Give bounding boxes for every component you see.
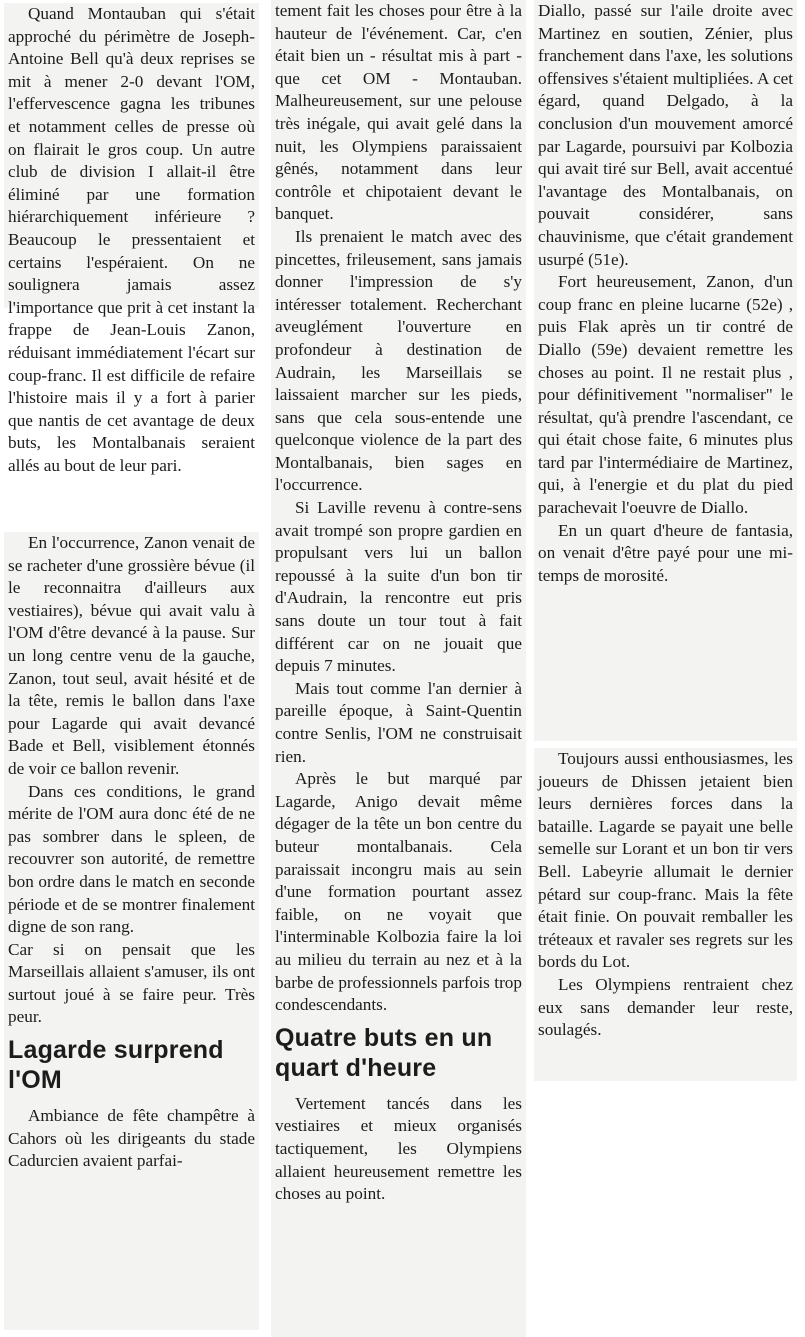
col2-paragraph-2: Ils prenaient le match avec des pincettes, frileusement, sans jamais donner l'impression de s'y intéresser totalement. Recherchant aveuglément l'ouverture en profondeur à destination de Audrain, les Marseillais se laissaient marcher sur les pieds, sans que cela sous-entende une quelconque violence de la part des Montalbanais, bien sages en l'occurrence. [275, 226, 522, 495]
col2-heading: Quatre buts en un quart d'heure [275, 1023, 493, 1082]
column-2-clipping [271, 0, 526, 1337]
col3-paragraph-4: Toujours aussi enthousiasmes, les joueurs de Dhissen jetaient bien leurs dernières forces dans la bataille. Lagarde se payait une belle semelle sur Lorant et un bon tir vers Bell. Labeyrie allumait le dernier pétard sur coup-franc. Mais la fête était finie. On pouvait remballer les tréteaux et ravaler ses regrets sur les bords du Lot. [538, 749, 793, 972]
col1-paragraph-3: Dans ces conditions, le grand mérite de l'OM aura donc été de ne pas sombrer dans le spleen, de recouvrer son autorité, de remettre bon ordre dans le match en seconde période et de se montrer finalement digne de son rang. [8, 781, 255, 937]
col1-heading: Lagarde surprend l'OM [8, 1036, 224, 1095]
col2-paragraph-4: Mais tout comme l'an dernier à pareille époque, à Saint-Quentin contre Senlis, l'OM ne construisait rien. [275, 678, 522, 766]
col1-paragraph-4: Car si on pensait que les Marseillais allaient s'amuser, ils ont surtout joué à se faire peur. Très peur. [8, 939, 255, 1027]
col3-paragraph-2: Fort heureusement, Zanon, d'un coup franc en pleine lucarne (52e) , puis Flak après un tir contré de Diallo (59e) devaient remettre les choses au point. Il ne restait plus , pour définitivement "normaliser" le résultat, qu'à prendre l'ascendant, ce qui était chose faite, 6 minutes plus tard par l'intermédiaire de Martinez, qui, à l'energie et du plat du pied parachevait l'oeuvre de Diallo. [538, 272, 793, 518]
column-1-lower-clipping [4, 532, 259, 1330]
col3-paragraph-3: En un quart d'heure de fantasia, on venait d'être payé pour une mi-temps de morosité. [538, 520, 793, 585]
col2-paragraph-5: Après le but marqué par Lagarde, Anigo devait même dégager de la tête un bon centre du buteur montalbanais. Cela paraissait incongru mais au sein d'une formation pourtant assez faible, on ne voyait que l'interminable Kolbozia faire la loi au milieu du terrain au nez et à la barbe de professionnels parfois trop condescendants. [275, 769, 522, 1015]
column-3-upper-clipping [534, 0, 797, 741]
col1-paragraph-1: Quand Montauban qui s'était approché du périmètre de Joseph-Antoine Bell qu'à deux reprises se mit à mener 2-0 devant l'OM, l'effervescence gagna les tribunes et notamment celles de presse où on flairait le gros coup. Un autre club de division I allait-il être éliminé par une formation hiérarchiquement inférieure ? Beaucoup le pressentaient et certains l'espéraient. On ne soulignera jamais assez l'importance que prit à cet instant la frappe de Jean-Louis Zanon, réduisant immédiatement l'écart sur coup-franc. Il est difficile de refaire l'histoire mais il y a fort à parier que nantis de cet avantage de deux buts, les Montalbanais seraient allés au bout de leur pari. [8, 4, 255, 475]
column-3-lower-clipping [534, 748, 797, 1081]
col3-paragraph-5: Les Olympiens rentraient chez eux sans demander leur reste, soulagés. [538, 974, 793, 1040]
column-1-upper-clipping [4, 3, 259, 475]
col3-paragraph-1: Diallo, passé sur l'aile droite avec Martinez en soutien, Zénier, plus franchement dans l'axe, les solutions offensives s'étaient multipliées. A cet égard, quand Delgado, à la conclusion d'un mouvement amorcé par Lagarde, poursuivi par Kolbozia qui avait tiré sur Bell, avait accentué l'avantage des Montalbanais, on pouvait considérer, sans chauvinisme, que c'était grandement usurpé (51e). [538, 1, 793, 269]
col1-paragraph-2: En l'occurrence, Zanon venait de se racheter d'une grossière bévue (il le reconnaitra d'ailleurs aux vestiaires), bévue qui avait valu à l'OM d'être devancé à la pause. Sur un long centre venu de la gauche, Zanon, tout seul, avait hésité et de la tête, remis le ballon dans l'axe pour Lagarde qui avait devancé Bade et Bell, visiblement étonnés de voir ce ballon revenir. [8, 533, 255, 778]
col1-paragraph-5: Ambiance de fête champêtre à Cahors où les dirigeants du stade Cadurcien avaient parfai- [8, 1106, 255, 1171]
col2-paragraph-1: tement fait les choses pour être à la hauteur de l'événement. Car, c'en était bien un - résultat mis à part - que cet OM - Montauban. Malheureusement, sur une pelouse très inégale, qui avait gelé dans la nuit, les Olympiens paraissaient gênés, notamment dans leur contrôle et chipotaient devant le banquet. [275, 1, 522, 224]
col2-paragraph-6: Vertement tancés dans les vestiaires et mieux organisés tactiquement, les Olympiens allaient heureusement remettre les choses au point. [275, 1093, 522, 1204]
col2-paragraph-3: Si Laville revenu à contre-sens avait trompé son propre gardien en propulsant vers lui un ballon repoussé à la suite d'un bon tir d'Audrain, la rencontre eut pris sans doute un tour tout à fait différent car on ne jouait que depuis 7 minutes. [275, 498, 522, 676]
